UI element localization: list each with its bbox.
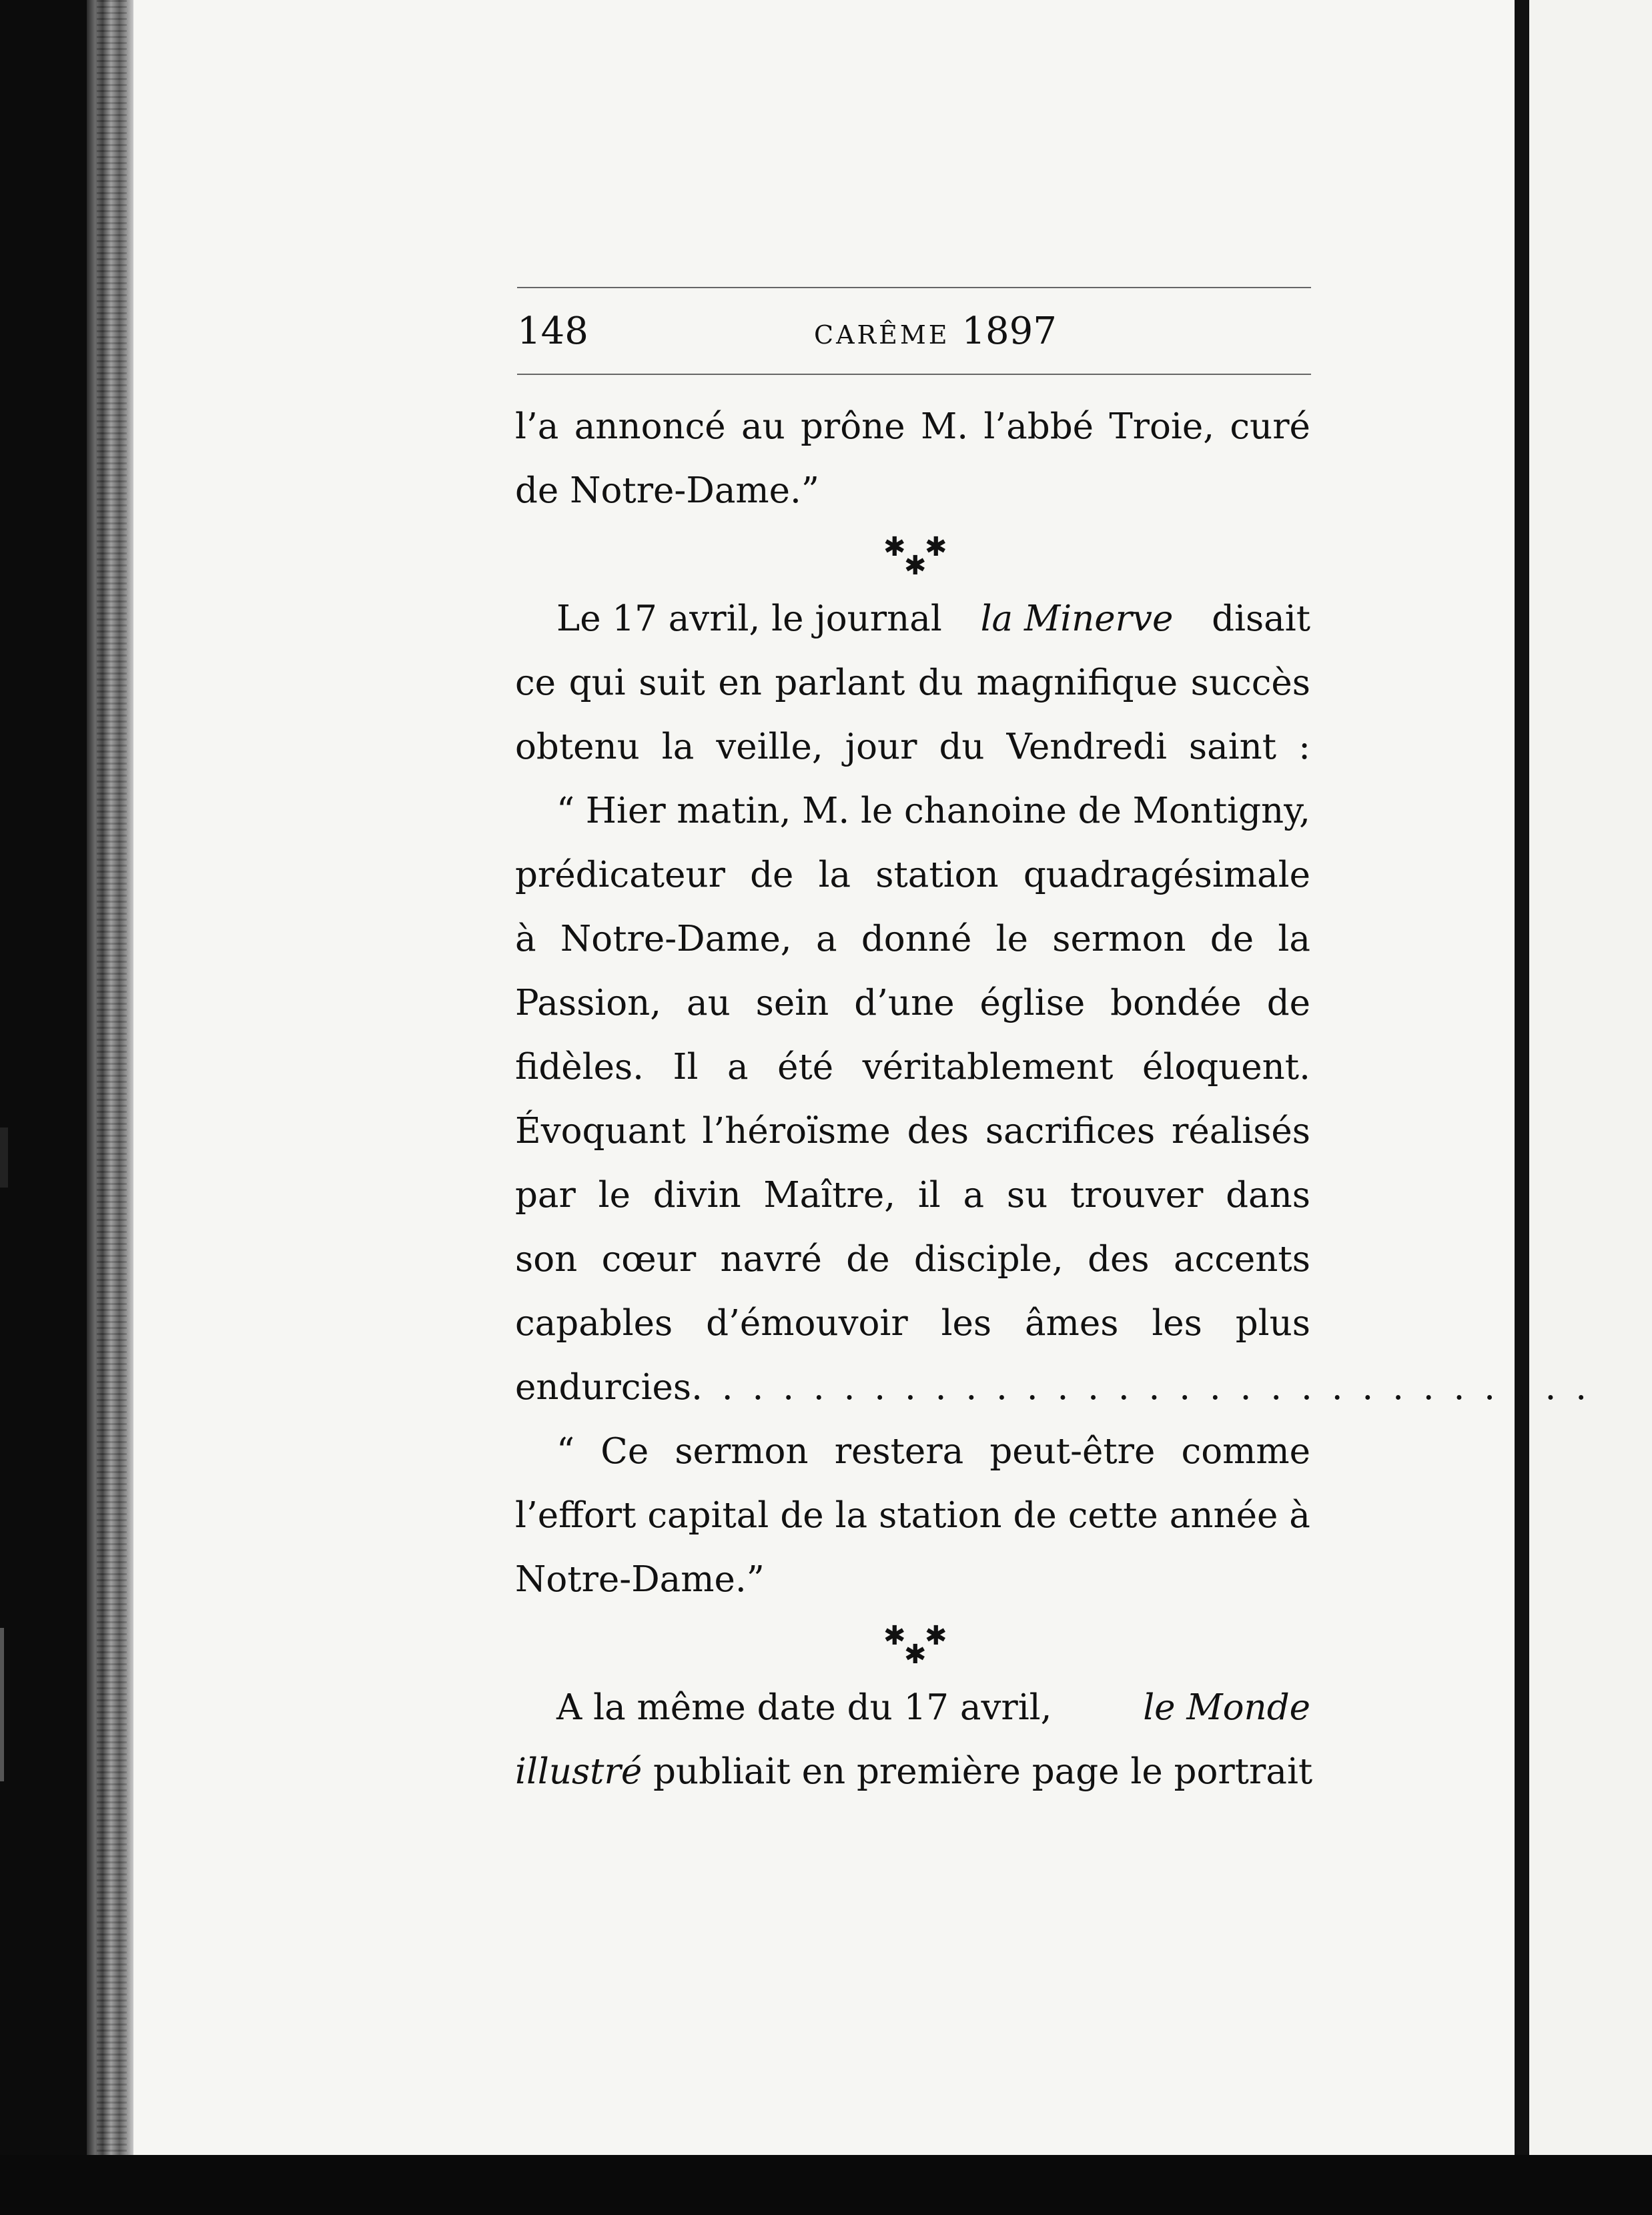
word: du	[939, 727, 985, 767]
word: bondée	[1110, 983, 1242, 1023]
text-line	[515, 843, 1310, 907]
text-line: de Notre-Dame.”	[515, 470, 819, 511]
text-line	[515, 651, 1310, 715]
word: Troie,	[1109, 406, 1215, 447]
word: a	[963, 1175, 985, 1216]
word: sermon	[675, 1431, 809, 1472]
word: cœur	[601, 1239, 697, 1280]
word: disciple,	[913, 1239, 1064, 1280]
word: Passion,	[515, 983, 662, 1023]
word: Il	[673, 1047, 699, 1087]
word: dans	[1226, 1175, 1310, 1216]
word: église	[979, 983, 1086, 1023]
scan-border-right-rule	[1515, 0, 1529, 2215]
newspaper-title-monde: le Monde	[1143, 1687, 1310, 1728]
word: l’effort	[515, 1495, 637, 1536]
word: trouver	[1070, 1175, 1204, 1216]
word: la	[835, 1495, 868, 1536]
word: Maître,	[763, 1175, 896, 1216]
text-line	[515, 1292, 1310, 1356]
asterism-star: ✱	[904, 1639, 927, 1670]
running-title-year: 1897	[961, 310, 1057, 353]
word: sacrifices	[985, 1111, 1156, 1152]
text-line	[515, 907, 1310, 971]
asterism-star: ✱	[904, 550, 927, 581]
word: la	[1278, 919, 1310, 959]
asterism-star: ✱	[883, 532, 906, 562]
text-line	[515, 1164, 1310, 1228]
text-line	[515, 1420, 1310, 1484]
running-title-word: CARÊME	[814, 320, 950, 350]
word: le	[995, 919, 1028, 959]
word: les	[1152, 1303, 1202, 1344]
word: Montigny,	[1132, 791, 1310, 831]
word: :	[1298, 727, 1310, 767]
word: donné	[861, 919, 972, 959]
word: obtenu	[515, 727, 640, 767]
text-line	[515, 1228, 1310, 1292]
word: station	[875, 855, 999, 895]
asterism-star: ✱	[883, 1621, 906, 1651]
word: saint	[1188, 727, 1277, 767]
word: prône	[801, 406, 905, 447]
word: d’émouvoir	[706, 1303, 908, 1344]
facing-page-edge	[1529, 0, 1652, 2155]
word: les	[941, 1303, 992, 1344]
newspaper-title-minerve: la Minerve	[980, 598, 1174, 639]
word: plus	[1235, 1303, 1310, 1344]
word: son	[515, 1239, 578, 1280]
word: à	[515, 919, 536, 959]
word: par	[515, 1175, 576, 1216]
word: M.	[802, 791, 850, 831]
text-fragment: publiait en première page le portrait	[642, 1751, 1313, 1792]
word: de	[1266, 983, 1310, 1023]
text-fragment: Le 17 avril, le journal	[556, 598, 953, 639]
text-line	[515, 1356, 1591, 1420]
word: “	[556, 1431, 575, 1472]
text-block	[515, 395, 1591, 1804]
word: l’abbé	[983, 406, 1094, 447]
word: peut-être	[989, 1431, 1156, 1472]
word: qui	[568, 662, 626, 703]
word: l’a	[515, 406, 559, 447]
word: a	[727, 1047, 749, 1087]
word: restera	[834, 1431, 964, 1472]
word: de	[1013, 1495, 1057, 1536]
word: à	[1289, 1495, 1310, 1536]
text-line	[515, 587, 1310, 651]
word: chanoine	[903, 791, 1067, 831]
word: a	[815, 919, 837, 959]
head-rule-bottom	[517, 374, 1311, 375]
word: “	[556, 791, 575, 831]
text-line	[515, 1740, 1313, 1804]
text-line	[515, 779, 1310, 843]
word: su	[1006, 1175, 1048, 1216]
word: accents	[1173, 1239, 1310, 1280]
word: Vendredi	[1006, 727, 1167, 767]
word: il	[917, 1175, 941, 1216]
word: veille,	[716, 727, 823, 767]
word: le	[860, 791, 893, 831]
text-fragment: A la même date du 17 avril,	[556, 1687, 1064, 1728]
text-line	[515, 971, 1310, 1035]
word: véritablement	[862, 1047, 1114, 1087]
word: l’héroïsme	[702, 1111, 891, 1152]
text-line	[515, 715, 1310, 779]
text-fragment: endurcies	[515, 1367, 692, 1408]
word: navré	[720, 1239, 822, 1280]
word: éloquent.	[1142, 1047, 1310, 1087]
asterism	[515, 523, 1310, 587]
word: succès	[1190, 662, 1310, 703]
word: été	[777, 1047, 834, 1087]
text-line	[515, 1035, 1310, 1099]
text-line: Notre-Dame.”	[515, 1559, 765, 1600]
word: des	[907, 1111, 969, 1152]
word: le	[598, 1175, 631, 1216]
asterism-star: ✱	[925, 532, 947, 562]
running-title	[814, 308, 1057, 358]
word: parlant	[775, 662, 905, 703]
word: du	[917, 662, 963, 703]
word: capital	[647, 1495, 769, 1536]
word: âmes	[1025, 1303, 1119, 1344]
word: Notre-Dame,	[560, 919, 792, 959]
word: des	[1088, 1239, 1150, 1280]
dot-leader: . . . . . . . . . . . . . . . . . . . . . . . . . . . . . .	[691, 1367, 1591, 1408]
word: Hier	[585, 791, 666, 831]
head-rule-top	[517, 287, 1311, 288]
word: sein	[755, 983, 829, 1023]
word: annoncé	[574, 406, 726, 447]
word: de	[846, 1239, 890, 1280]
text-line	[515, 1099, 1310, 1164]
word: divin	[653, 1175, 741, 1216]
word: de	[750, 855, 794, 895]
word: réalisés	[1172, 1111, 1310, 1152]
scan-border-left	[0, 0, 87, 2215]
word: curé	[1230, 406, 1310, 447]
text-line	[515, 1484, 1310, 1548]
word: la	[818, 855, 851, 895]
text-line	[515, 395, 1310, 459]
margin-mark	[0, 1128, 8, 1188]
word: Évoquant	[515, 1111, 686, 1152]
asterism	[515, 1612, 1310, 1676]
newspaper-title-illustre: illustré	[515, 1751, 643, 1792]
word: la	[661, 727, 695, 767]
word: station	[879, 1495, 1002, 1536]
running-head	[517, 308, 1311, 355]
scan-border-bottom	[0, 2155, 1652, 2215]
margin-mark	[0, 1628, 4, 1781]
word: prédicateur	[515, 855, 725, 895]
word: suit	[639, 662, 705, 703]
word: cette	[1068, 1495, 1158, 1536]
asterism-star: ✱	[925, 1621, 947, 1651]
word: M.	[920, 406, 969, 447]
word: d’une	[854, 983, 955, 1023]
word: au	[687, 983, 731, 1023]
word: de	[1078, 791, 1122, 831]
word: en	[718, 662, 762, 703]
word: fidèles.	[515, 1047, 645, 1087]
word: quadragésimale	[1023, 855, 1310, 895]
word: de	[1210, 919, 1254, 959]
word: capables	[515, 1303, 673, 1344]
text-fragment: disait	[1200, 598, 1310, 639]
word: comme	[1181, 1431, 1310, 1472]
word: année	[1169, 1495, 1278, 1536]
page-number: 148	[517, 310, 588, 353]
word: magnifique	[976, 662, 1178, 703]
text-line	[515, 1676, 1310, 1740]
word: ce	[515, 662, 556, 703]
word: jour	[845, 727, 917, 767]
word: sermon	[1052, 919, 1186, 959]
word: au	[741, 406, 785, 447]
word: Ce	[600, 1431, 649, 1472]
book-spine-texture	[97, 0, 127, 2155]
word: matin,	[677, 791, 791, 831]
word: de	[780, 1495, 824, 1536]
